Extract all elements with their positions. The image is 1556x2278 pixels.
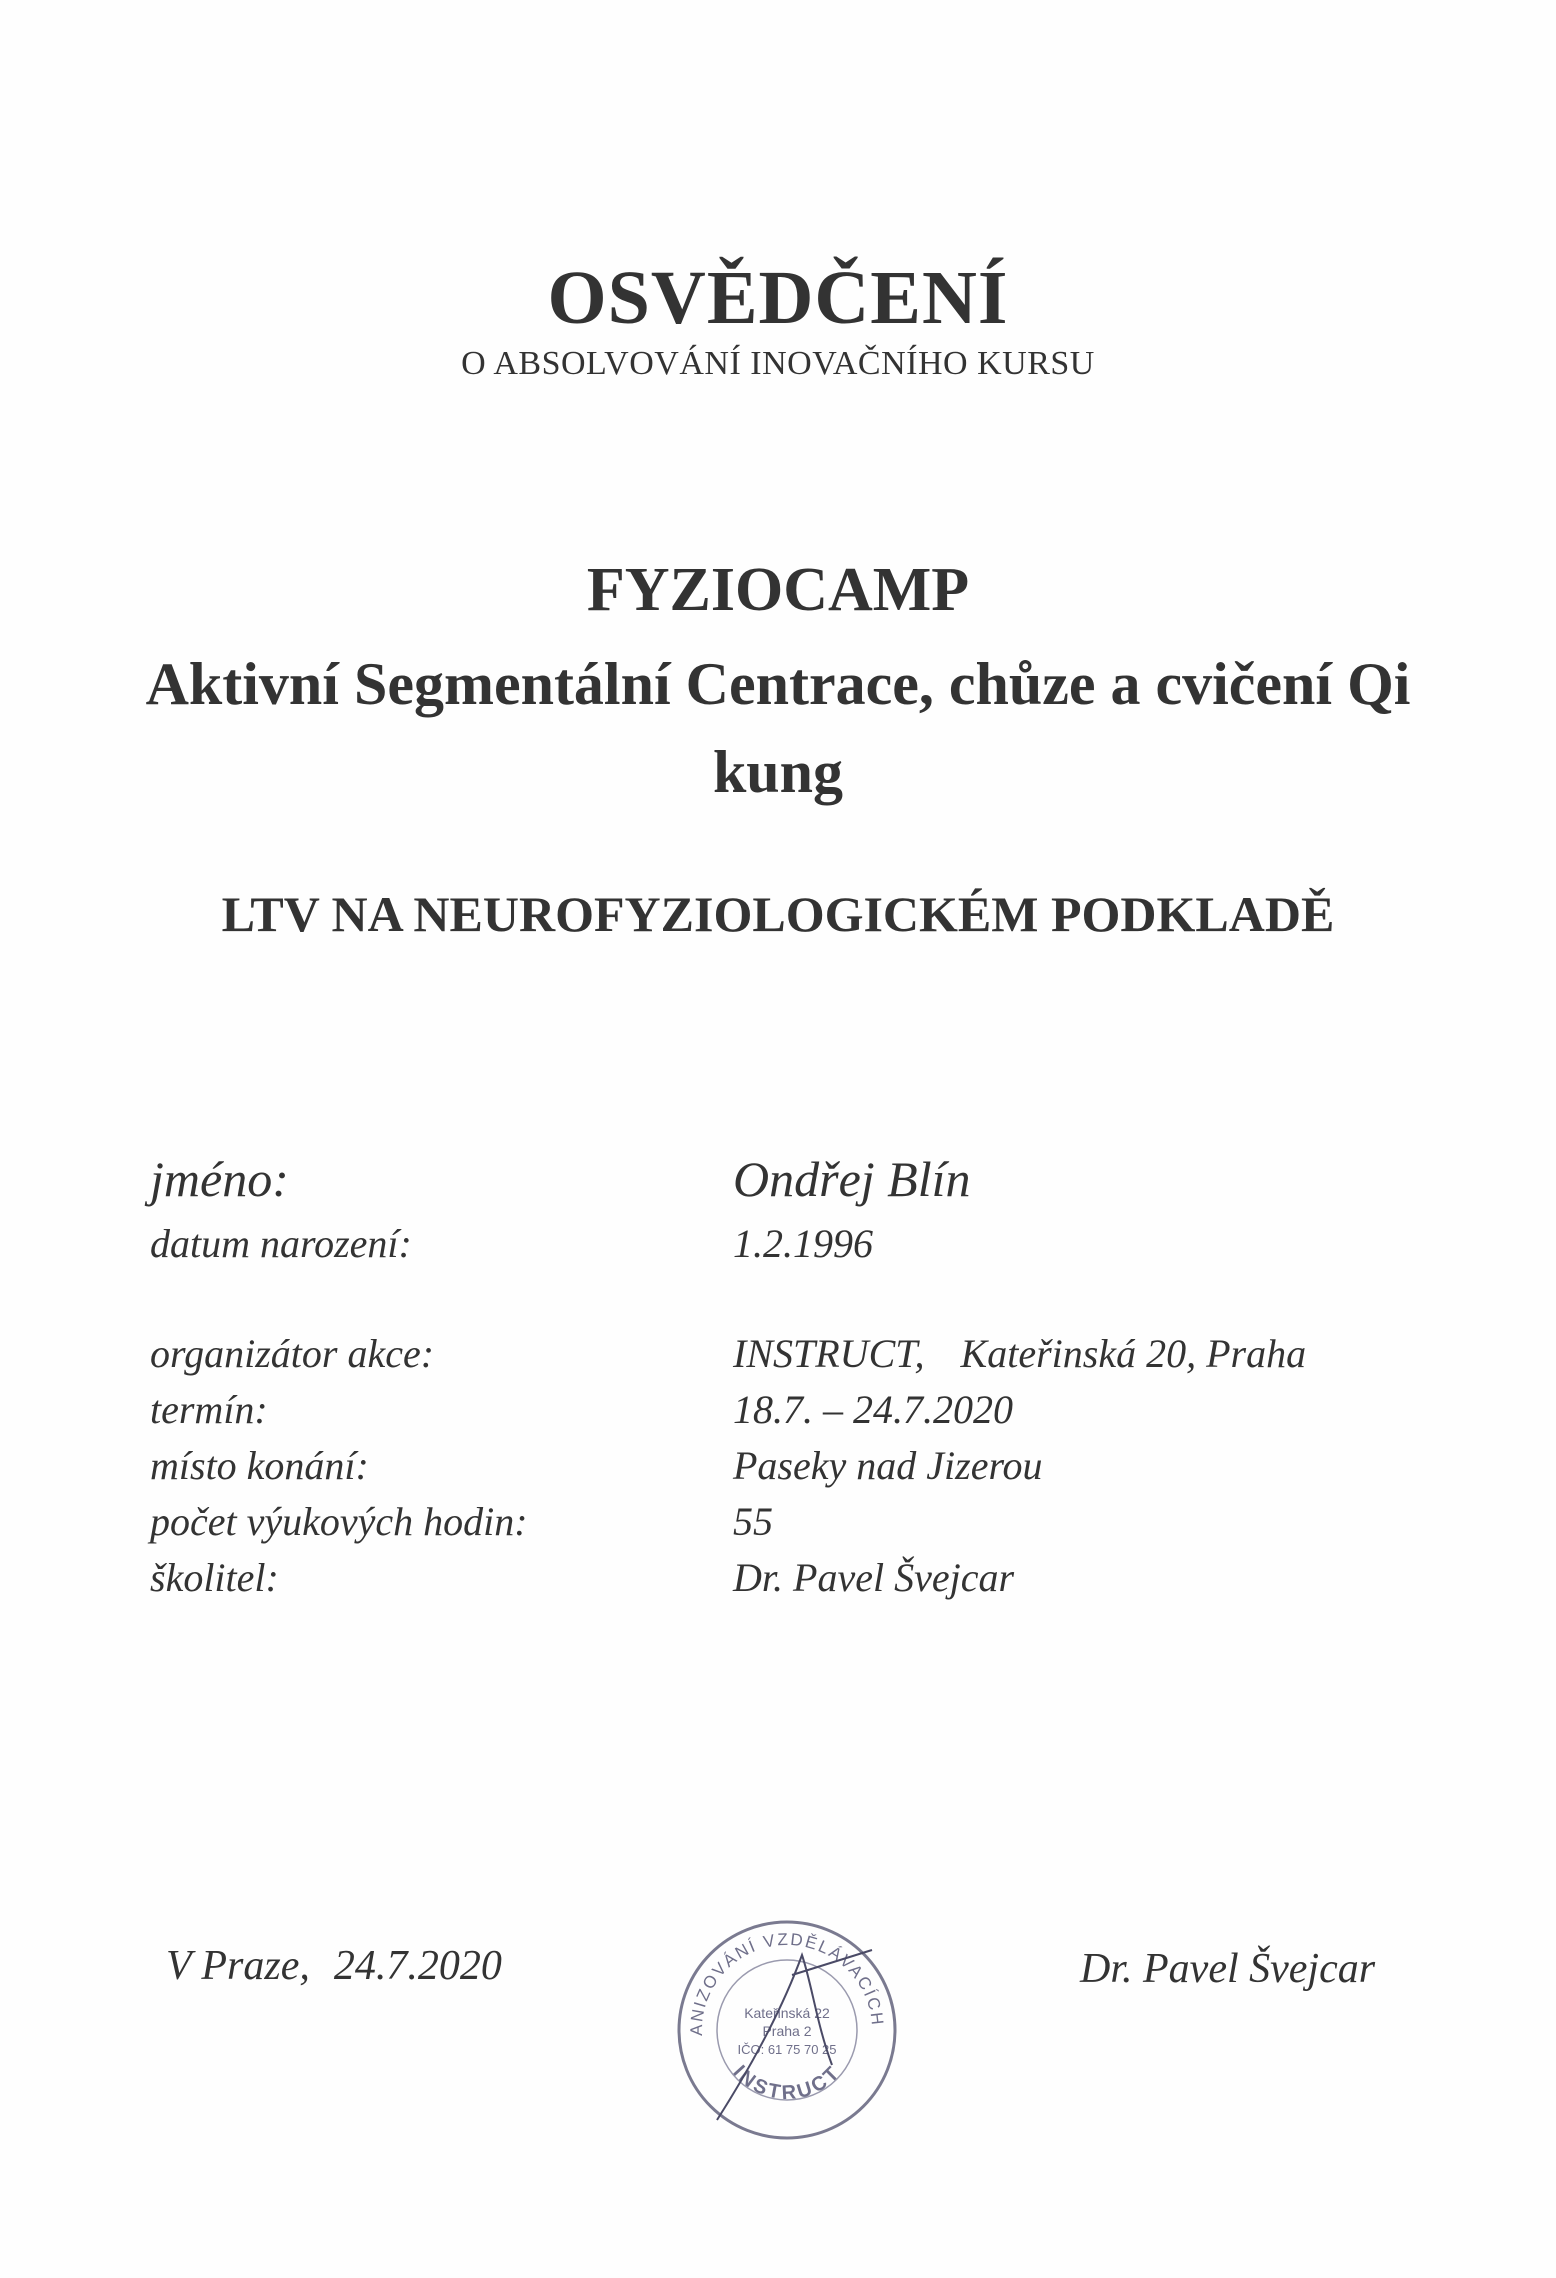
footer-date: 24.7.2020 — [333, 1943, 502, 1989]
name-label: jméno: — [150, 1151, 289, 1207]
stamp-bottom-text: INSTRUCT — [728, 2060, 846, 2105]
place-value: Paseky nad Jizerou — [733, 1443, 1043, 1488]
footer-signatory: Dr. Pavel Švejcar — [1080, 1946, 1376, 1992]
organizer-value — [733, 1330, 1306, 1377]
place-label: místo konání: — [150, 1443, 369, 1488]
detail-row-name — [0, 1150, 1556, 1210]
stamp-line-2: Praha 2 — [762, 2023, 812, 2039]
birth-value: 1.2.1996 — [733, 1221, 873, 1266]
stamp-graphic — [672, 1915, 902, 2145]
hours-label: počet výukových hodin: — [150, 1499, 528, 1544]
detail-row-trainer — [0, 1554, 1556, 1614]
organizer-label: organizátor akce: — [150, 1331, 435, 1376]
stamp-line-3: IČO: 61 75 70 25 — [737, 2042, 837, 2057]
detail-row-place — [0, 1442, 1556, 1502]
hours-value: 55 — [733, 1499, 773, 1544]
stamp-line-1: Kateřinská 22 — [744, 2005, 830, 2021]
course-name: FYZIOCAMP — [586, 556, 970, 624]
trainer-label: školitel: — [150, 1555, 279, 1600]
detail-row-date — [0, 1386, 1556, 1446]
detail-row-hours — [0, 1498, 1556, 1558]
certificate-subtitle: O ABSOLVOVÁNÍ INOVAČNÍHO KURSU — [461, 345, 1095, 382]
detail-row-birth — [0, 1220, 1556, 1280]
trainer-value: Dr. Pavel Švejcar — [733, 1555, 1015, 1600]
organizer-address: Kateřinská 20, Praha — [960, 1331, 1307, 1376]
date-value: 18.7. – 24.7.2020 — [733, 1387, 1013, 1432]
organizer-name: INSTRUCT, — [733, 1331, 925, 1376]
footer-place: V Praze, — [166, 1943, 310, 1989]
date-label: termín: — [150, 1387, 268, 1432]
stamp-ring-text: ANIZOVÁNÍ VZDĚLÁVACÍCH — [686, 1929, 888, 2036]
organization-stamp — [672, 1915, 902, 2145]
name-value: Ondřej Blín — [733, 1151, 971, 1207]
footer-place-date — [166, 1942, 526, 1990]
course-type: LTV NA NEUROFYZIOLOGICKÉM PODKLADĚ — [221, 886, 1335, 942]
course-description: Aktivní Segmentální Centrace, chůze a cvičení Qi kung — [145, 651, 1411, 805]
detail-row-organizer — [0, 1330, 1556, 1390]
birth-label: datum narození: — [150, 1221, 412, 1266]
certificate-title: OSVĚDČENÍ — [547, 256, 1009, 340]
svg-text:INSTRUCT — [729, 2061, 846, 2104]
